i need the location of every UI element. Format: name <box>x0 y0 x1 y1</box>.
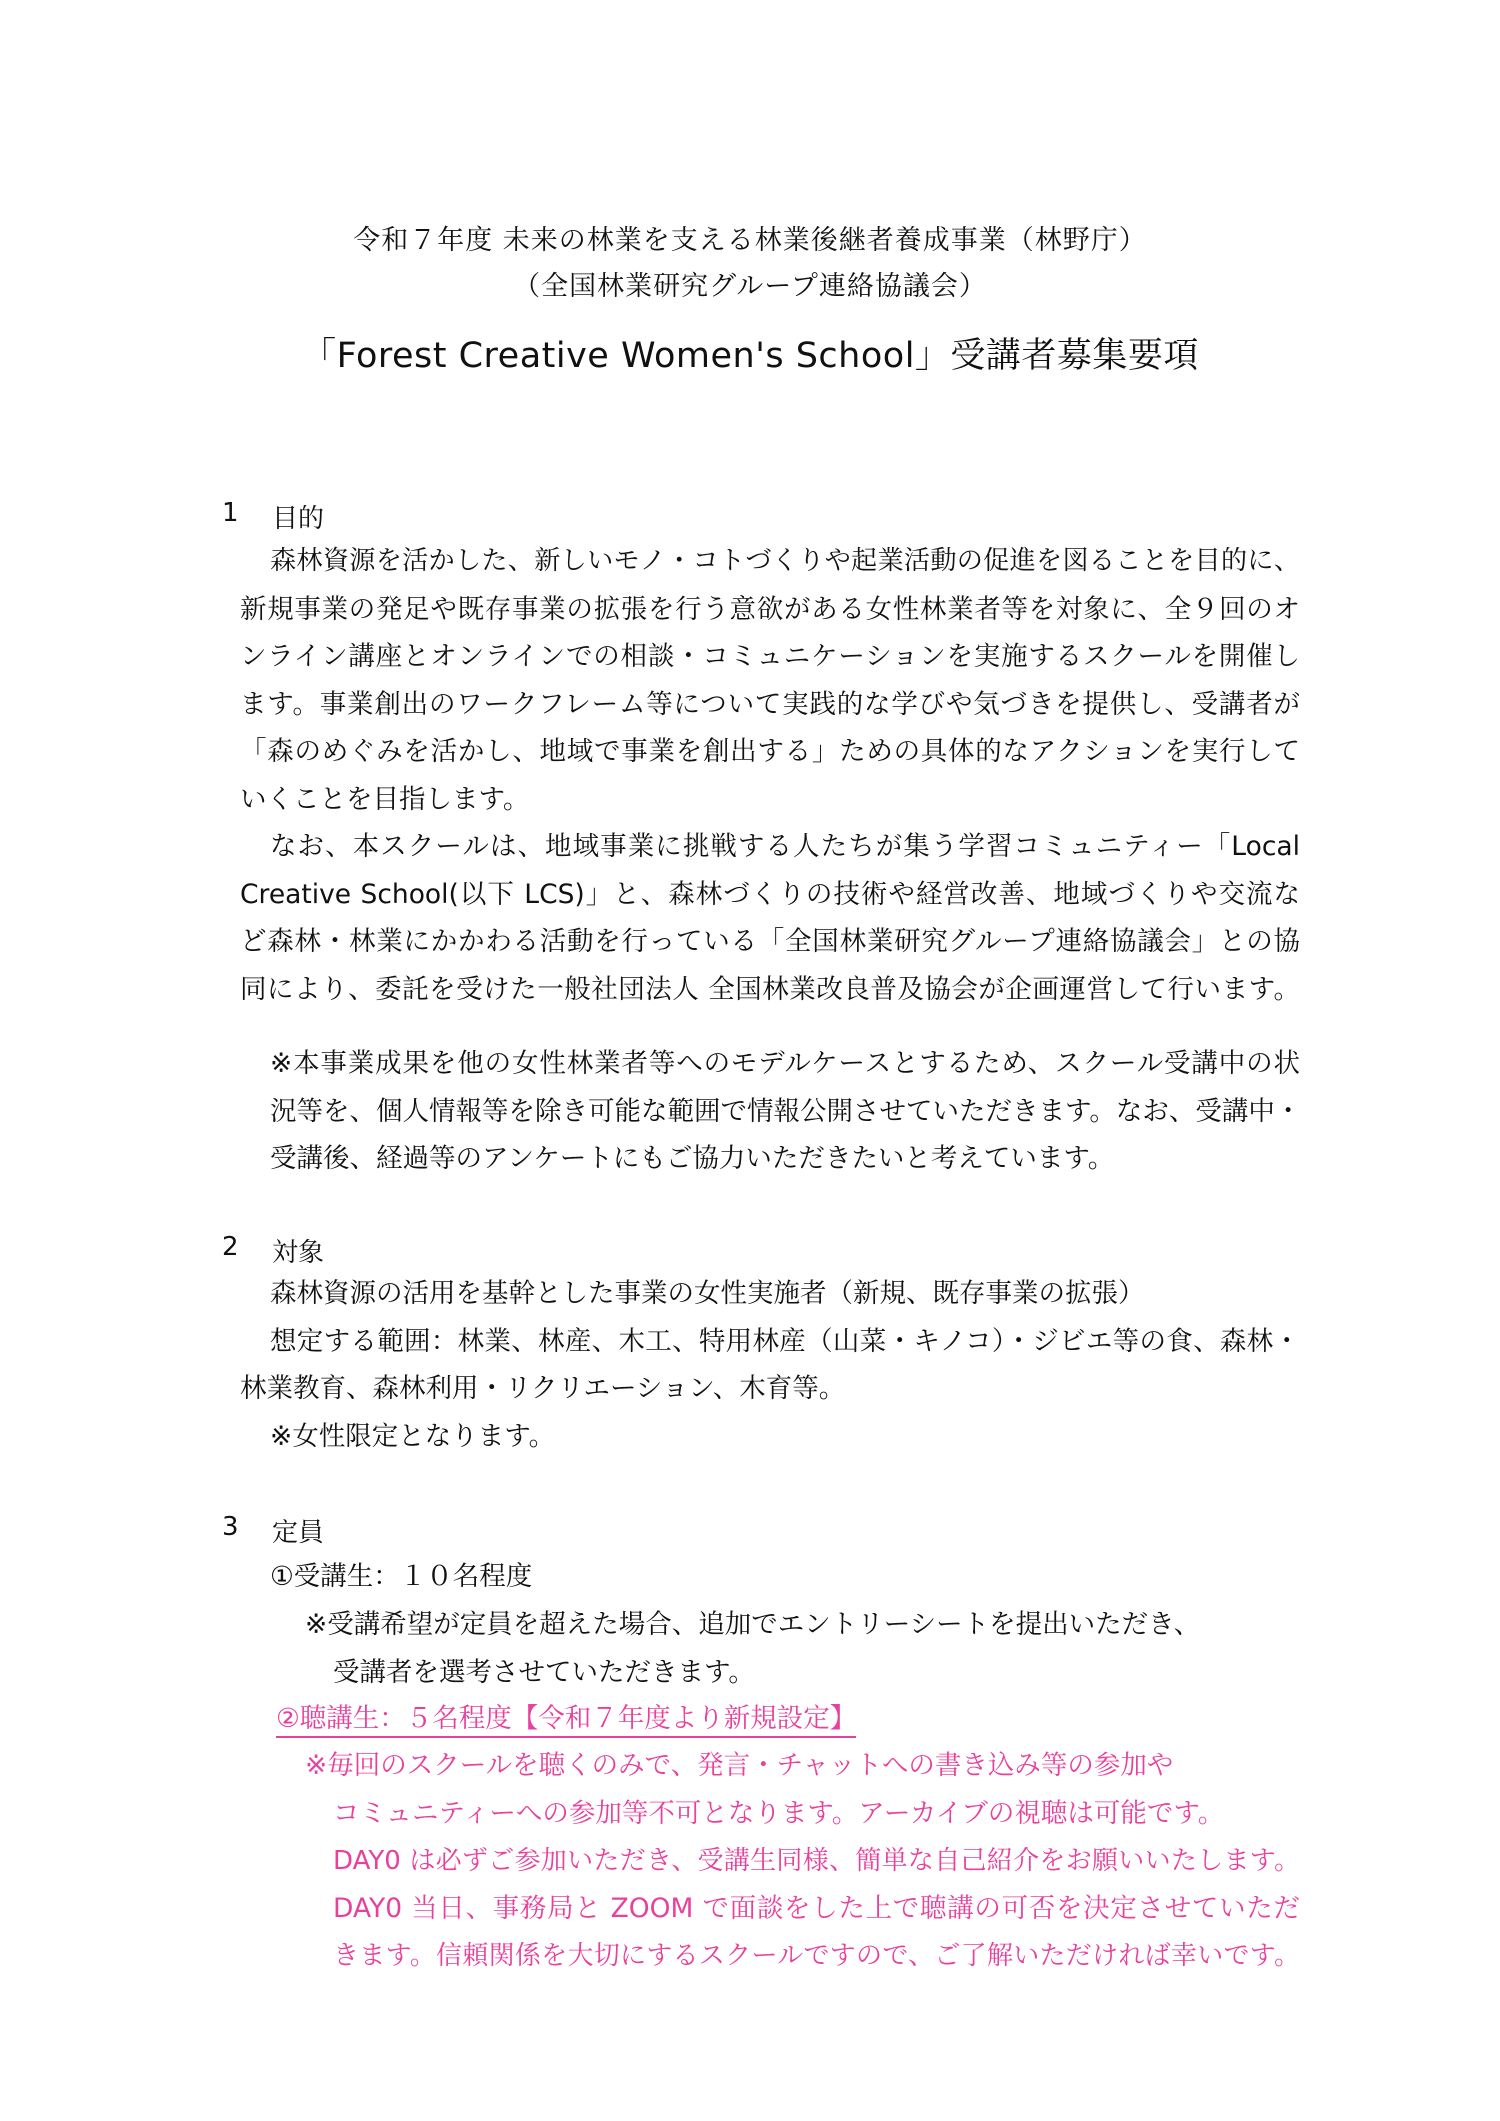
auditors-note-block-cont <box>333 1790 1300 1980</box>
section-2-target-paragraph <box>240 1270 1300 1460</box>
auditors-note-line: DAY0 当日、事務局と ZOOM で面談をした上で聴講の可否を決定させていただ <box>333 1893 1300 1924</box>
paragraph-line: ます。事業創出のワークフレーム等について実践的な学びや気づきを提供し、受講者が <box>240 688 1300 720</box>
auditors-note-line: ※毎回のスクールを聴くのみで、発言・チャットへの書き込み等の参加や <box>305 1750 1174 1781</box>
target-range-line: 林業教育、森林利用・リクリエーション、木育等。 <box>240 1373 846 1404</box>
note-line: ※本事業成果を他の女性林業者等へのモデルケースとするため、スクール受講中の状 <box>270 1048 1300 1079</box>
header-line-2: （全国林業研究グループ連絡協議会） <box>513 271 987 302</box>
paragraph-line: 新規事業の発足や既存事業の拡張を行う意欲がある女性林業者等を対象に、全９回のオ <box>240 593 1300 625</box>
section-3-number: 3 <box>222 1512 239 1542</box>
target-range-line: 想定する範囲：林業、林産、木工、特用林産（山菜・キノコ）・ジビエ等の食、森林・ <box>270 1325 1300 1357</box>
capacity-item-auditors <box>276 1696 856 1735</box>
auditors-note-block <box>305 1742 1173 1790</box>
paragraph-line: 森林資源を活かした、新しいモノ・コトづくりや起業活動の促進を図ることを目的に、 <box>270 546 1300 576</box>
target-note: ※女性限定となります。 <box>270 1420 556 1452</box>
section-2-number: 2 <box>222 1232 239 1262</box>
section-3-heading: 定員 <box>272 1518 325 1548</box>
paragraph-line: ど森林・林業にかかわる活動を行っている「全国林業研究グループ連絡協議会」との協 <box>240 926 1300 957</box>
note-line: 受講後、経過等のアンケートにもご協力いただきたいと考えています。 <box>270 1143 1115 1174</box>
header-line-1: 令和７年度 未来の林業を支える林業後継者養成事業（林野庁） <box>353 225 1147 256</box>
auditors-note-line: きます。信頼関係を大切にするスクールですので、ご了解いただければ幸いです。 <box>333 1940 1300 1971</box>
capacity-item-students: ①受講生：１０名程度 <box>270 1561 533 1592</box>
paragraph-line: なお、本スクールは、地域事業に挑戦する人たちが集う学習コミュニティー「Local <box>270 831 1300 862</box>
auditors-note-line: コミュニティーへの参加等不可となります。アーカイブの視聴は可能です。 <box>333 1798 1225 1829</box>
capacity-item-students-note: 受講者を選考させていただきます。 <box>333 1657 755 1688</box>
section-2-heading: 対象 <box>272 1238 325 1268</box>
section-1-number: 1 <box>222 498 239 528</box>
capacity-item-students-note: ※受講希望が定員を超えた場合、追加でエントリーシートを提出いただき、 <box>305 1609 1201 1640</box>
paragraph-line: いくことを目指します。 <box>240 783 530 815</box>
page-title: 「Forest Creative Women's School」受講者募集要項 <box>301 336 1199 376</box>
paragraph-line: 同により、委託を受けた一般社団法人 全国林業改良普及協会が企画運営して行います。 <box>240 973 1300 1005</box>
auditors-note-line: DAY0 は必ずご参加いただき、受講生同様、簡単な自己紹介をお願いいたします。 <box>333 1845 1300 1876</box>
section-1-note <box>270 1040 1300 1183</box>
paragraph-line: ンライン講座とオンラインでの相談・コミュニケーションを実施するスクールを開催し <box>240 641 1300 672</box>
auditors-underlined-text: ②聴講生：５名程度【令和７年度より新規設定】 <box>276 1703 856 1738</box>
note-line: 況等を、個人情報等を除き可能な範囲で情報公開させていただきます。なお、受講中・ <box>270 1095 1302 1127</box>
paragraph-line: 「森のめぐみを活かし、地域で事業を創出する」ための具体的なアクションを実行して <box>240 736 1300 767</box>
section-1-purpose-paragraph <box>240 538 1300 1013</box>
target-line: 森林資源の活用を基幹とした事業の女性実施者（新規、既存事業の拡張） <box>270 1278 1145 1309</box>
paragraph-line: Creative School(以下 LCS)」と、森林づくりの技術や経営改善、地域づくりや交流な <box>240 878 1300 910</box>
section-1-heading: 目的 <box>272 504 325 534</box>
